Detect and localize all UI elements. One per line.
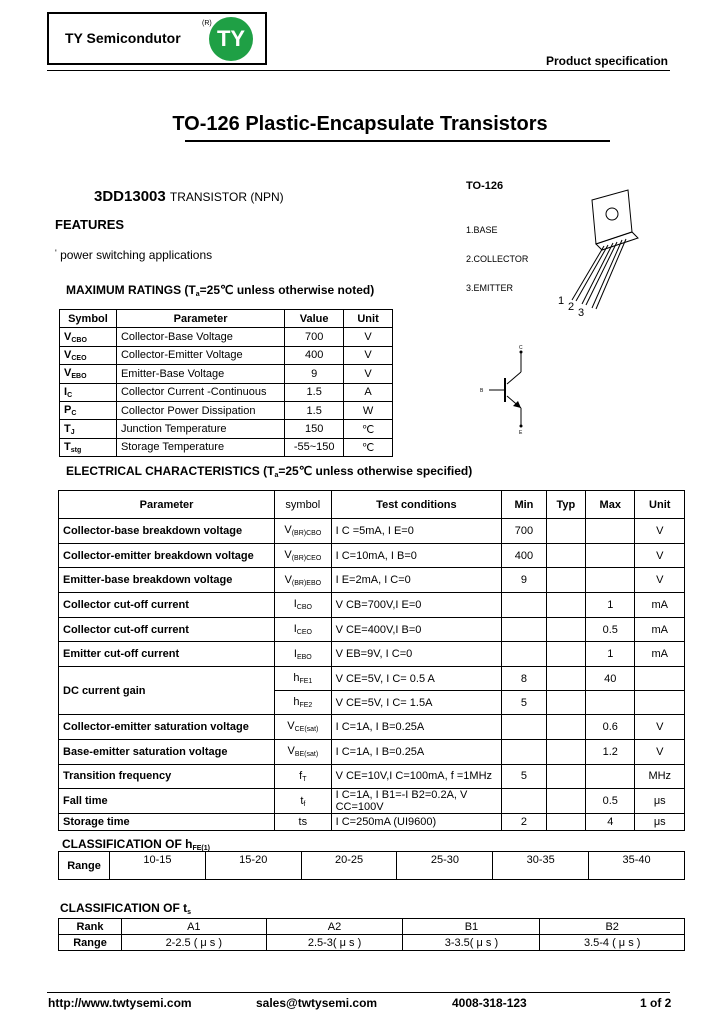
- ec-max: [586, 568, 635, 593]
- ec-parameter: Storage time: [59, 814, 275, 831]
- ec-condition: I C =5mA, I E=0: [331, 519, 502, 544]
- ec-min: 2: [502, 814, 546, 831]
- ec-unit: mA: [635, 617, 685, 642]
- ec-condition: V EB=9V, I C=0: [331, 642, 502, 667]
- elec-char-row: [59, 543, 685, 568]
- rating-unit: W: [344, 401, 393, 419]
- ec-condition: V CE=5V, I C= 0.5 A: [331, 667, 502, 691]
- ec-min: 5: [502, 691, 546, 715]
- ec-typ: [546, 814, 585, 831]
- features-heading: FEATURES: [55, 217, 125, 232]
- registered-mark: (R): [202, 20, 212, 27]
- ec-unit: μs: [635, 814, 685, 831]
- ec-parameter: Collector cut-off current: [59, 593, 275, 618]
- ts-rank-cell: B1: [403, 919, 540, 935]
- max-rating-row: [60, 401, 393, 419]
- ec-symbol: $I_{EBO}$: [275, 642, 332, 667]
- class-ts-heading: CLASSIFICATION OF $t_s$: [60, 901, 192, 916]
- pin-collector: 2.COLLECTOR: [466, 254, 529, 264]
- elec-char-table: [58, 490, 685, 831]
- title-rule: [185, 140, 610, 142]
- rating-symbol: $V_{CEO}$: [60, 346, 117, 364]
- ec-max: 0.5: [586, 617, 635, 642]
- ec-max: [586, 543, 635, 568]
- ec-min: [502, 593, 546, 618]
- rating-unit: V: [344, 346, 393, 364]
- ec-condition: I C=250mA (UI9600): [331, 814, 502, 831]
- max-rating-row: [60, 365, 393, 383]
- ts-rank-cell: A1: [122, 919, 267, 935]
- ec-parameter: Collector-emitter breakdown voltage: [59, 543, 275, 568]
- package-name: TO-126: [466, 180, 504, 192]
- ec-max: [586, 519, 635, 544]
- ec-min: [502, 789, 546, 814]
- rating-symbol: $I_C$: [60, 383, 117, 401]
- ec-min: 5: [502, 764, 546, 789]
- pin-number-3: 3: [578, 307, 585, 319]
- ec-unit: V: [635, 739, 685, 764]
- ec-min: 400: [502, 543, 546, 568]
- ec-typ: [546, 568, 585, 593]
- pin-number-1: 1: [558, 295, 565, 307]
- rating-value: 9: [285, 365, 344, 383]
- class-hfe-table: [58, 851, 685, 880]
- ec-max: 1: [586, 642, 635, 667]
- ec-condition: I E=2mA, I C=0: [331, 568, 502, 593]
- rating-unit: ℃: [344, 438, 393, 456]
- ts-rank-cell: A2: [266, 919, 403, 935]
- ec-unit: μs: [635, 789, 685, 814]
- elec-char-row: [59, 715, 685, 740]
- feature-item: ' power switching applications: [55, 248, 213, 262]
- elec-char-row: [59, 642, 685, 667]
- hfe-range-cell: 20-25: [301, 852, 397, 880]
- max-rating-row: [60, 346, 393, 364]
- ec-symbol: $t_f$: [275, 789, 332, 814]
- ec-symbol: $V_{(BR)EBO}$: [275, 568, 332, 593]
- part-desc: TRANSISTOR (NPN): [169, 190, 284, 204]
- ec-parameter: Base-emitter saturation voltage: [59, 739, 275, 764]
- ec-min: [502, 739, 546, 764]
- ec-unit: V: [635, 568, 685, 593]
- ec-min: 8: [502, 667, 546, 691]
- ec-symbol: $f_T$: [275, 764, 332, 789]
- ec-typ: [546, 593, 585, 618]
- logo-badge: TY: [209, 17, 253, 61]
- max-rating-row: [60, 328, 393, 346]
- page-title: TO-126 Plastic-Encapsulate Transistors: [172, 113, 548, 135]
- ts-range-cell: 3.5-4 ( μ s ): [540, 935, 685, 951]
- elec-char-row: [59, 519, 685, 544]
- rating-symbol: $V_{CBO}$: [60, 328, 117, 346]
- ec-symbol: $V_{BE(sat)}$: [275, 739, 332, 764]
- ec-parameter: Fall time: [59, 789, 275, 814]
- pin-number-2: 2: [568, 301, 575, 313]
- ec-typ: [546, 691, 585, 715]
- hfe-range-row: Range 10-15 15-20 20-25 25-30 30-35 35-40: [59, 852, 685, 880]
- ec-typ: [546, 617, 585, 642]
- footer-rule: [47, 992, 670, 993]
- ts-rank-row: Rank A1 A2 B1 B2: [59, 919, 685, 935]
- ec-unit: V: [635, 543, 685, 568]
- ec-parameter: Emitter cut-off current: [59, 642, 275, 667]
- ec-parameter: DC current gain: [59, 667, 275, 715]
- footer-phone: 4008-318-123: [452, 996, 527, 1010]
- ec-min: 700: [502, 519, 546, 544]
- ec-unit: mA: [635, 642, 685, 667]
- rating-parameter: Collector Power Dissipation: [116, 401, 284, 419]
- rating-value: 700: [285, 328, 344, 346]
- ec-typ: [546, 543, 585, 568]
- class-ts-table: [58, 918, 685, 951]
- ec-symbol: ts: [275, 814, 332, 831]
- emitter-label: E: [519, 430, 523, 435]
- max-ratings-heading: MAXIMUM RATINGS ($T_a=25℃$ unless otherwise noted): [66, 283, 375, 298]
- elec-char-header-row: Parameter symbol Test conditions Min Typ Max Unit: [59, 491, 685, 519]
- hfe-range-cell: 30-35: [493, 852, 589, 880]
- ec-max: 0.6: [586, 715, 635, 740]
- rating-symbol: $T_{stg}$: [60, 438, 117, 456]
- max-rating-row: [60, 420, 393, 438]
- ec-typ: [546, 789, 585, 814]
- elec-char-row: [59, 789, 685, 814]
- rating-unit: A: [344, 383, 393, 401]
- ec-unit: MHz: [635, 764, 685, 789]
- max-rating-row: [60, 383, 393, 401]
- header-rule: [47, 70, 670, 71]
- rating-unit: V: [344, 328, 393, 346]
- rating-symbol: $V_{EBO}$: [60, 365, 117, 383]
- ec-typ: [546, 519, 585, 544]
- rating-parameter: Junction Temperature: [116, 420, 284, 438]
- elec-char-row: [59, 617, 685, 642]
- rating-parameter: Collector-Base Voltage: [116, 328, 284, 346]
- ec-parameter: Transition frequency: [59, 764, 275, 789]
- rating-symbol: $P_C$: [60, 401, 117, 419]
- ec-unit: V: [635, 519, 685, 544]
- rating-value: -55~150: [285, 438, 344, 456]
- ec-typ: [546, 715, 585, 740]
- ec-min: [502, 715, 546, 740]
- ec-unit: [635, 691, 685, 715]
- ec-condition: I C=1A, I B1=-I B2=0.2A, V CC=100V: [331, 789, 502, 814]
- ec-max: 40: [586, 667, 635, 691]
- hfe-range-cell: 15-20: [205, 852, 301, 880]
- ec-parameter: Collector-base breakdown voltage: [59, 519, 275, 544]
- ec-min: [502, 642, 546, 667]
- ec-typ: [546, 764, 585, 789]
- rating-value: 150: [285, 420, 344, 438]
- max-ratings-header-row: Symbol Parameter Value Unit: [60, 310, 393, 328]
- ec-max: 4: [586, 814, 635, 831]
- npn-transistor-symbol: [475, 340, 555, 435]
- footer-url[interactable]: http://www.twtysemi.com: [48, 996, 192, 1010]
- pin-base: 1.BASE: [466, 225, 498, 235]
- rating-parameter: Emitter-Base Voltage: [116, 365, 284, 383]
- rating-parameter: Storage Temperature: [116, 438, 284, 456]
- ec-symbol: $V_{CE(sat)}$: [275, 715, 332, 740]
- pin-emitter: 3.EMITTER: [466, 283, 514, 293]
- ec-symbol: $h_{FE1}$: [275, 667, 332, 691]
- ec-parameter: Collector cut-off current: [59, 617, 275, 642]
- rating-parameter: Collector-Emitter Voltage: [116, 346, 284, 364]
- footer-page: 1 of 2: [640, 996, 672, 1010]
- ec-symbol: $I_{CBO}$: [275, 593, 332, 618]
- logo-text: TY Semicondutor: [65, 30, 181, 46]
- ec-symbol: $V_{(BR)CBO}$: [275, 519, 332, 544]
- rating-value: 1.5: [285, 383, 344, 401]
- ec-symbol: $V_{(BR)CEO}$: [275, 543, 332, 568]
- ec-typ: [546, 642, 585, 667]
- ec-max: 0.5: [586, 789, 635, 814]
- max-ratings-table: [59, 309, 393, 457]
- elec-char-row: [59, 593, 685, 618]
- ec-typ: [546, 739, 585, 764]
- product-spec-label: Product specification: [545, 54, 668, 68]
- hfe-range-cell: 25-30: [397, 852, 493, 880]
- ec-condition: V CE=10V,I C=100mA, f =1MHz: [331, 764, 502, 789]
- ts-range-cell: 2-2.5 ( μ s ): [122, 935, 267, 951]
- ec-max: 1.2: [586, 739, 635, 764]
- ts-range-cell: 3-3.5( μ s ): [403, 935, 540, 951]
- rating-unit: V: [344, 365, 393, 383]
- collector-label: C: [519, 345, 523, 351]
- rating-symbol: $T_J$: [60, 420, 117, 438]
- elec-char-row: [59, 739, 685, 764]
- ec-condition: I C=10mA, I B=0: [331, 543, 502, 568]
- ts-range-cell: 2.5-3( μ s ): [266, 935, 403, 951]
- ec-max: [586, 691, 635, 715]
- ec-min: 9: [502, 568, 546, 593]
- ec-parameter: Emitter-base breakdown voltage: [59, 568, 275, 593]
- ec-condition: I C=1A, I B=0.25A: [331, 715, 502, 740]
- base-label: B: [480, 388, 484, 394]
- max-rating-row: [60, 438, 393, 456]
- ec-symbol: $h_{FE2}$: [275, 691, 332, 715]
- part-number: 3DD13003 TRANSISTOR (NPN): [94, 188, 284, 205]
- company-logo: [47, 12, 267, 65]
- ec-condition: I C=1A, I B=0.25A: [331, 739, 502, 764]
- footer-email[interactable]: sales@twtysemi.com: [256, 996, 378, 1010]
- ec-min: [502, 617, 546, 642]
- ec-condition: V CE=400V,I B=0: [331, 617, 502, 642]
- ec-typ: [546, 667, 585, 691]
- class-hfe-heading: CLASSIFICATION OF $h_{FE(1)}$: [62, 837, 210, 852]
- elec-char-row: [59, 568, 685, 593]
- ec-max: [586, 764, 635, 789]
- ec-max: 1: [586, 593, 635, 618]
- ts-rank-cell: B2: [540, 919, 685, 935]
- elec-char-row: [59, 814, 685, 831]
- hfe-range-cell: 10-15: [110, 852, 206, 880]
- elec-char-heading: ELECTRICAL CHARACTERISTICS ($T_a=25℃$ unless otherwise specified): [66, 464, 473, 479]
- dc-gain-row: [59, 667, 685, 691]
- hfe-range-cell: 35-40: [589, 852, 685, 880]
- rating-parameter: Collector Current -Continuous: [116, 383, 284, 401]
- ts-range-row: Range 2-2.5 ( μ s ) 2.5-3( μ s ) 3-3.5( μ s ) 3.5-4 ( μ s ): [59, 935, 685, 951]
- ec-unit: [635, 667, 685, 691]
- ec-symbol: $I_{CEO}$: [275, 617, 332, 642]
- ec-unit: V: [635, 715, 685, 740]
- to126-package-drawing: [550, 180, 660, 320]
- rating-value: 400: [285, 346, 344, 364]
- rating-unit: ℃: [344, 420, 393, 438]
- elec-char-row: [59, 764, 685, 789]
- ec-parameter: Collector-emitter saturation voltage: [59, 715, 275, 740]
- ec-unit: mA: [635, 593, 685, 618]
- rating-value: 1.5: [285, 401, 344, 419]
- ec-condition: V CB=700V,I E=0: [331, 593, 502, 618]
- ec-condition: V CE=5V, I C= 1.5A: [331, 691, 502, 715]
